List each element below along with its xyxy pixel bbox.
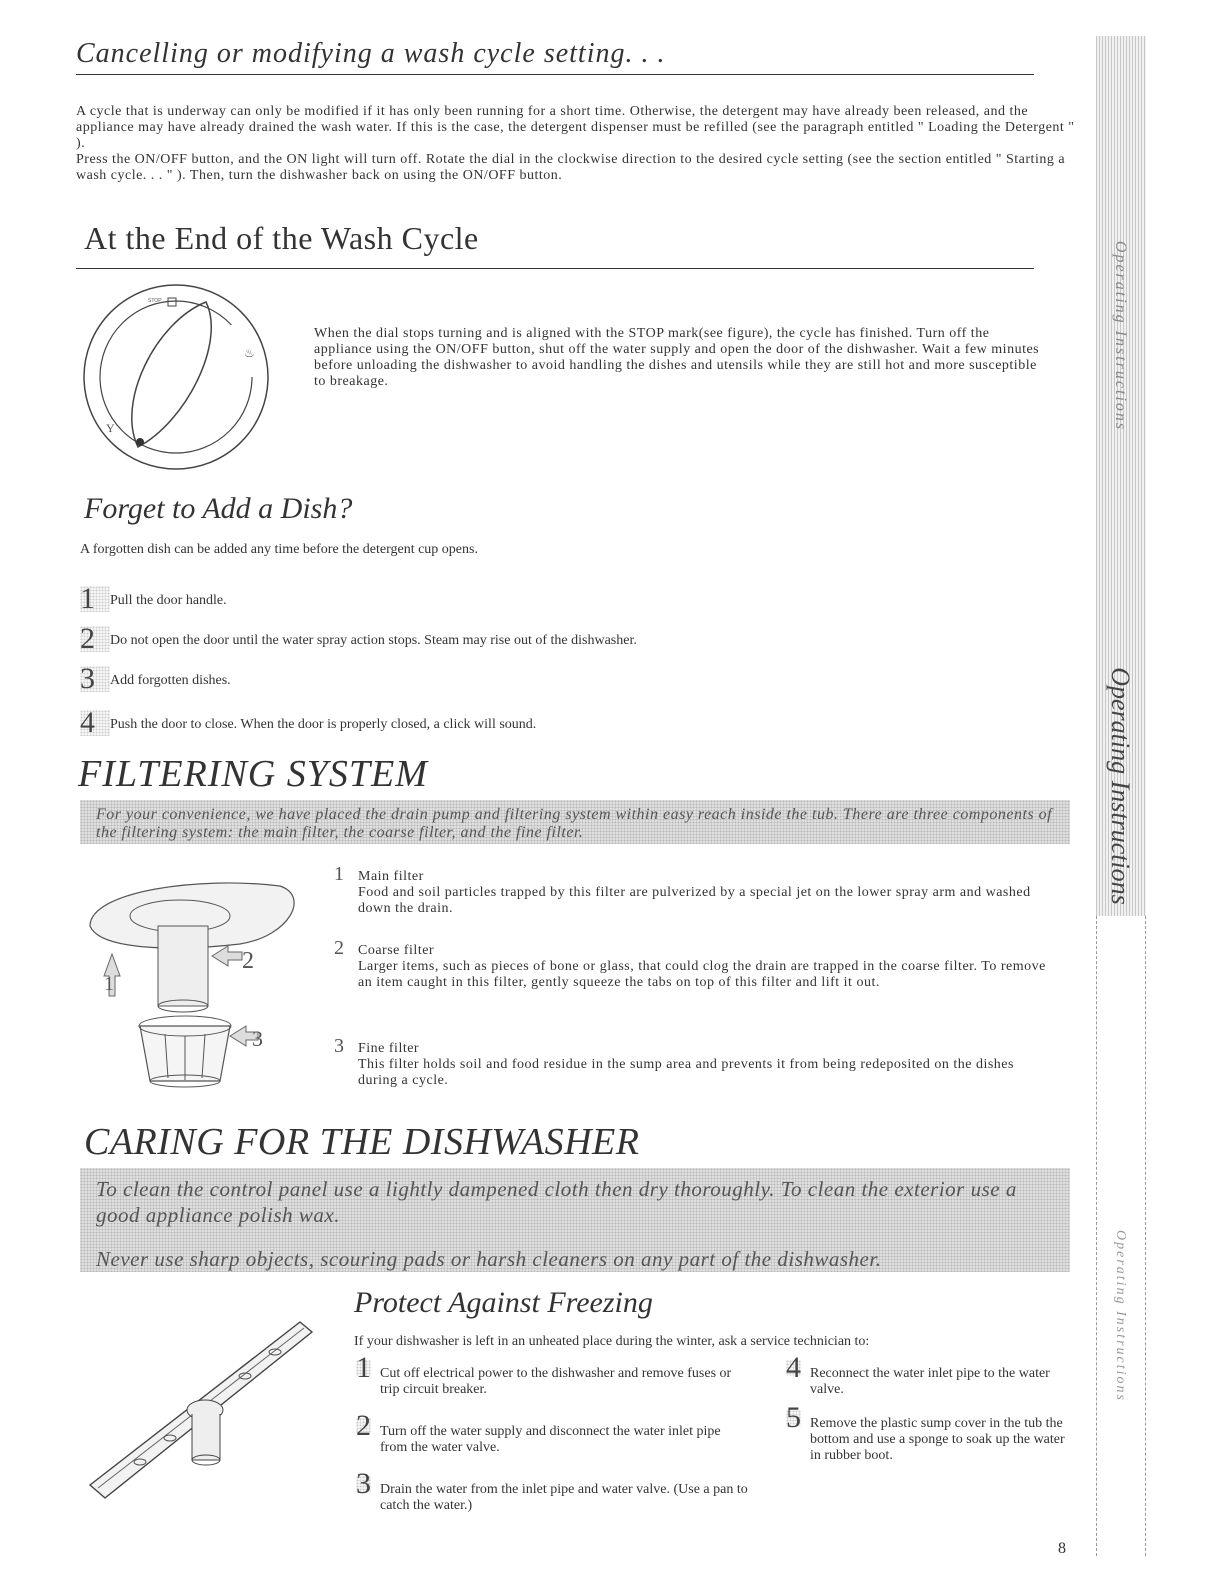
forget-step-4 bbox=[80, 706, 537, 739]
cancel-para-1: A cycle that is underway can only be modified if it has only been running for a short time. Otherwise, the detergent may have already been released, and the appliance may have already drained the wash water. If this is the case, the detergent dispenser must be refilled (see the paragraph entitled " Loading the Detergent " ). bbox=[76, 104, 1075, 151]
dial-pointer-dot bbox=[136, 438, 144, 446]
dial-knob bbox=[132, 302, 211, 447]
filter-item-2 bbox=[334, 937, 1054, 991]
filter-callout-1: 1 bbox=[104, 973, 114, 995]
filter-item-1-name: Main filter bbox=[358, 869, 424, 884]
spray-arm-stem bbox=[192, 1414, 220, 1460]
filter-item-2-name: Coarse filter bbox=[358, 943, 435, 958]
sidebar-faint-label-bottom bbox=[1100, 1206, 1140, 1426]
end-title: At the End of the Wash Cycle bbox=[84, 220, 479, 256]
filter-item-2-num: 2 bbox=[334, 937, 345, 959]
filter-coarse-cylinder bbox=[158, 926, 208, 1006]
forget-intro: A forgotten dish can be added any time before the detergent cup opens. bbox=[80, 542, 478, 557]
cancel-title-rule bbox=[76, 74, 1034, 75]
freeze-intro: If your dishwasher is left in an unheated place during the winter, ask a service technician to: bbox=[354, 1334, 870, 1349]
filter-callout-3: 3 bbox=[252, 1026, 263, 1051]
dial-outer-ring bbox=[84, 285, 268, 469]
caring-title: CARING FOR THE DISHWASHER bbox=[84, 1121, 640, 1163]
dial-inner-ring bbox=[100, 301, 252, 453]
filter-item-1-num: 1 bbox=[334, 863, 345, 885]
section-sidebar bbox=[1096, 36, 1146, 1556]
sidebar-faint-text-top: Operating Instructions bbox=[1112, 240, 1129, 432]
forget-step-3-num: 3 bbox=[80, 666, 110, 692]
freeze-step-3-num: 3 bbox=[356, 1467, 371, 1500]
dial-tick-marks: Y bbox=[106, 421, 115, 435]
dial-stop-label: STOP bbox=[148, 298, 162, 304]
sidebar-faint-label-top bbox=[1100, 236, 1140, 436]
filter-item-1 bbox=[334, 863, 1054, 917]
freeze-step-3-text: Drain the water from the inlet pipe and water valve. (Use a pan to catch the water.) bbox=[380, 1482, 748, 1513]
sidebar-section-label bbox=[1100, 656, 1140, 916]
filter-callout-arrow-2 bbox=[212, 946, 242, 966]
filter-callout-2: 2 bbox=[242, 948, 254, 974]
freeze-title: Protect Against Freezing bbox=[354, 1286, 653, 1319]
forget-step-2-num: 2 bbox=[80, 626, 110, 652]
freeze-step-2 bbox=[356, 1409, 736, 1456]
sidebar-faint-text-bottom: Operating Instructions bbox=[1113, 1230, 1128, 1402]
forget-title: Forget to Add a Dish? bbox=[84, 492, 353, 525]
filter-item-3-desc: This filter holds soil and food residue in the sump area and prevents it from being redeposited on the dishes during a cycle. bbox=[358, 1057, 1014, 1088]
freeze-step-4 bbox=[786, 1351, 1076, 1398]
dial-stop-mark bbox=[168, 298, 176, 306]
filter-item-3 bbox=[334, 1035, 1054, 1089]
freeze-step-4-num: 4 bbox=[786, 1351, 801, 1384]
cancel-title: Cancelling or modifying a wash cycle setting. . . bbox=[76, 38, 666, 69]
freeze-step-5-num: 5 bbox=[786, 1401, 801, 1434]
dial-figure bbox=[76, 282, 276, 472]
freeze-step-4-text: Reconnect the water inlet pipe to the water valve. bbox=[810, 1366, 1050, 1397]
caring-banner-line-2: Never use sharp objects, scouring pads or harsh cleaners on any part of the dishwasher. bbox=[96, 1247, 882, 1271]
cancel-para-2: Press the ON/OFF button, and the ON light will turn off. Rotate the dial in the clockwise direction to the desired cycle setting (see the section entitled " Starting a wash cycle. . . " ). Then, turn the dishwasher back on using the ON/OFF button. bbox=[76, 152, 1066, 183]
freeze-step-1-text: Cut off electrical power to the dishwasher and remove fuses or trip circuit breaker. bbox=[380, 1366, 732, 1397]
filter-title: FILTERING SYSTEM bbox=[78, 753, 428, 795]
freeze-step-5 bbox=[786, 1401, 1076, 1464]
end-body: When the dial stops turning and is aligned with the STOP mark(see figure), the cycle has finished. Turn off the appliance using the ON/OFF button, shut off the water supply and open the door of the dishwasher. Wait a few minutes before unloading the dishwasher to avoid handling the dishes and utensils while they are still hot and more susceptible to breakage. bbox=[314, 326, 1040, 389]
freeze-step-3 bbox=[356, 1467, 756, 1514]
forget-step-3 bbox=[80, 662, 231, 695]
sidebar-section-text: Operating Instructions bbox=[1106, 667, 1135, 905]
freeze-step-5-text: Remove the plastic sump cover in the tub the bottom and use a sponge to soak up the water in rubber boot. bbox=[810, 1416, 1065, 1463]
filter-banner: For your convenience, we have placed the drain pump and filtering system within easy reach inside the tub. There are three components of the filtering system: the main filter, the coarse filter, and the fine filter. bbox=[80, 800, 1070, 844]
caring-banner-line-1: To clean the control panel use a lightly dampened cloth then dry thoroughly. To clean the exterior use a good appliance polish wax. bbox=[96, 1177, 1017, 1227]
page-number: 8 bbox=[1058, 1540, 1066, 1557]
filter-item-2-desc: Larger items, such as pieces of bone or glass, that could clog the drain are trapped in the coarse filter. To remove an item caught in this filter, gently squeeze the tabs on top of this filter and lift it out. bbox=[358, 959, 1046, 990]
cancel-body bbox=[76, 104, 1086, 184]
dial-tick-marks-2: ♨ bbox=[244, 346, 255, 360]
filter-figure bbox=[80, 866, 300, 1096]
end-title-rule bbox=[76, 268, 1034, 269]
spray-arm-figure bbox=[80, 1310, 320, 1510]
filter-item-3-num: 3 bbox=[334, 1035, 345, 1057]
filter-item-1-desc: Food and soil particles trapped by this filter are pulverized by a special jet on the lower spray arm and washed down the drain. bbox=[358, 885, 1031, 916]
freeze-step-1 bbox=[356, 1351, 736, 1398]
caring-banner bbox=[80, 1168, 1070, 1272]
forget-step-3-text: Add forgotten dishes. bbox=[110, 673, 231, 688]
forget-step-4-text: Push the door to close. When the door is properly closed, a click will sound. bbox=[110, 717, 537, 732]
forget-step-2 bbox=[80, 622, 637, 655]
forget-step-1 bbox=[80, 582, 227, 615]
forget-step-2-text: Do not open the door until the water spray action stops. Steam may rise out of the dishwasher. bbox=[110, 633, 637, 648]
freeze-step-2-text: Turn off the water supply and disconnect the water inlet pipe from the water valve. bbox=[380, 1424, 721, 1455]
forget-step-4-num: 4 bbox=[80, 710, 110, 736]
filter-item-3-name: Fine filter bbox=[358, 1041, 420, 1056]
freeze-step-2-num: 2 bbox=[356, 1409, 371, 1442]
forget-step-1-text: Pull the door handle. bbox=[110, 593, 227, 608]
forget-step-1-num: 1 bbox=[80, 586, 110, 612]
freeze-step-1-num: 1 bbox=[356, 1351, 371, 1384]
